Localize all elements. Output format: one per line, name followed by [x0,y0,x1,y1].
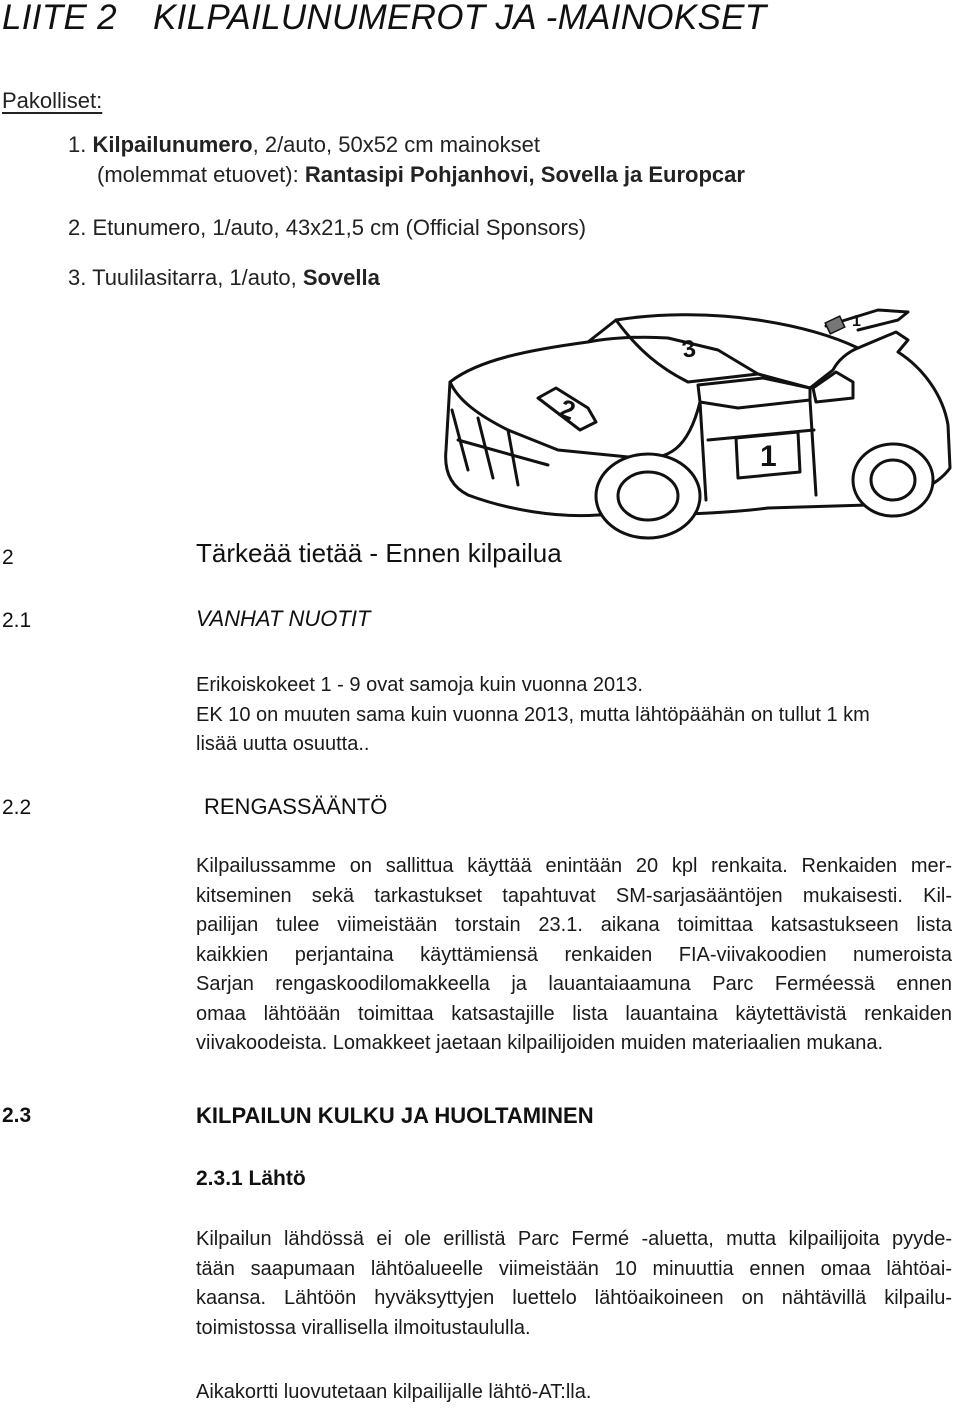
section-2-3-number: 2.3 [2,1104,32,1127]
appendix-label: LIITE 2 [2,0,117,37]
paragraph-line: pailijan tulee viimeistään torstain 23.1. aikana toimittaa katsastukseen lista [196,914,952,936]
paragraph-line: Sarjan rengaskoodilomakkeella ja lauantaiaamuna Parc Ferméessä ennen [196,973,952,995]
paragraph-line: kaikkien perjantaina käyttämiensä renkaiden FIA-viivakoodien numeroista [196,943,952,966]
car-rear-window [813,372,853,402]
paragraph-line: EK 10 on muuten sama kuin vuonna 2013, mutta lähtöpäähän on tullut 1 km [196,703,870,726]
item-number: 3. [68,265,87,290]
paragraph-line: kitseminen sekä tarkastukset tapahtuvat SM-sarjasääntöjen mukaisesti. Kil- [196,884,952,907]
section-2-3-heading: KILPAILUN KULKU JA HUOLTAMINEN [196,1103,594,1128]
item-text: Tuulilasitarra, 1/auto, [92,265,303,290]
rear-label: 1 [852,313,861,330]
section-2-1-number: 2.1 [2,609,32,632]
mandatory-item-3 [68,263,380,293]
section-2-1-paragraph [196,671,952,760]
item-number: 1. [68,132,87,157]
mandatory-heading-text: Pakolliset: [2,88,103,113]
paragraph-line: toimistossa virallisella ilmoitustaululla. [196,1316,531,1339]
paragraph-line: omaa lähtöään toimittaa katsastajille lista lauantaina käytettävistä renkaiden [196,1002,952,1025]
rally-car-illustration [438,290,958,540]
windshield-label: 3 [680,334,698,364]
appendix-title: KILPAILUNUMEROT JA -MAINOKSET [152,0,767,37]
item-number: 2. [68,215,87,240]
mandatory-item-1-line-2 [68,160,745,190]
rear-wheel [853,444,933,516]
hood-label: 2 [555,392,580,427]
section-2-1-heading: VANHAT NUOTIT [196,606,371,631]
item-text: Etunumero, 1/auto, 43x21,5 cm (Official Sponsors) [92,215,587,240]
paragraph-line: Kilpailun lähdössä ei ole erillistä Parc Fermé -aluetta, mutta kilpailijoita pyyde- [196,1228,952,1250]
paragraph-line: viivakoodeista. Lomakkeet jaetaan kilpailijoiden muiden materiaalien mukana. [196,1032,884,1054]
page-title [2,0,766,38]
note-line: Aikakortti luovutetaan kilpailijalle lähtö-AT:lla. [196,1381,592,1403]
rear-sticker [825,316,845,334]
car-roof-line [588,334,858,388]
paragraph-line: Kilpailussamme on sallittua käyttää enintään 20 kpl renkaita. Renkaiden mer- [196,855,952,877]
item-bold-text: Kilpailunumero [92,132,253,157]
section-2-heading: Tärkeää tietää - Ennen kilpailua [196,538,562,568]
section-2-3-1-heading: 2.3.1 Lähtö [196,1167,306,1190]
mandatory-item-1 [68,130,745,190]
front-wheel [596,454,700,538]
item-text: (molemmat etuovet): [97,162,305,187]
paragraph-line: lisää uutta osuutta.. [196,733,370,755]
section-2-3-1-note [196,1378,952,1408]
mandatory-item-2 [68,213,586,243]
item-bold-text: Sovella [302,265,380,290]
door-label: 1 [760,440,777,473]
section-2-2-heading: RENGASSÄÄNTÖ [204,794,388,819]
item-bold-text: Rantasipi Pohjanhovi, Sovella ja Europcar [304,162,745,187]
paragraph-line: Erikoiskokeet 1 - 9 ovat samoja kuin vuonna 2013. [196,674,643,696]
item-text: , 2/auto, 50x52 cm mainokset [252,132,540,157]
paragraph-line: kaansa. Lähtöön hyväksyttyjen luettelo lähtöaikoineen on nähtävillä kilpailu- [196,1287,952,1309]
paragraph-line: tään saapumaan lähtöalueelle viimeistään 10 minuuttia ennen omaa lähtöai- [196,1257,952,1280]
car-bumper-line [458,440,548,465]
mandatory-item-1-line-1 [68,130,745,160]
section-2-2-paragraph [196,852,952,1059]
section-2-number: 2 [2,546,14,569]
section-2-3-1-paragraph [196,1225,952,1343]
section-2-2-number: 2.2 [2,796,32,819]
mandatory-heading [2,88,102,114]
